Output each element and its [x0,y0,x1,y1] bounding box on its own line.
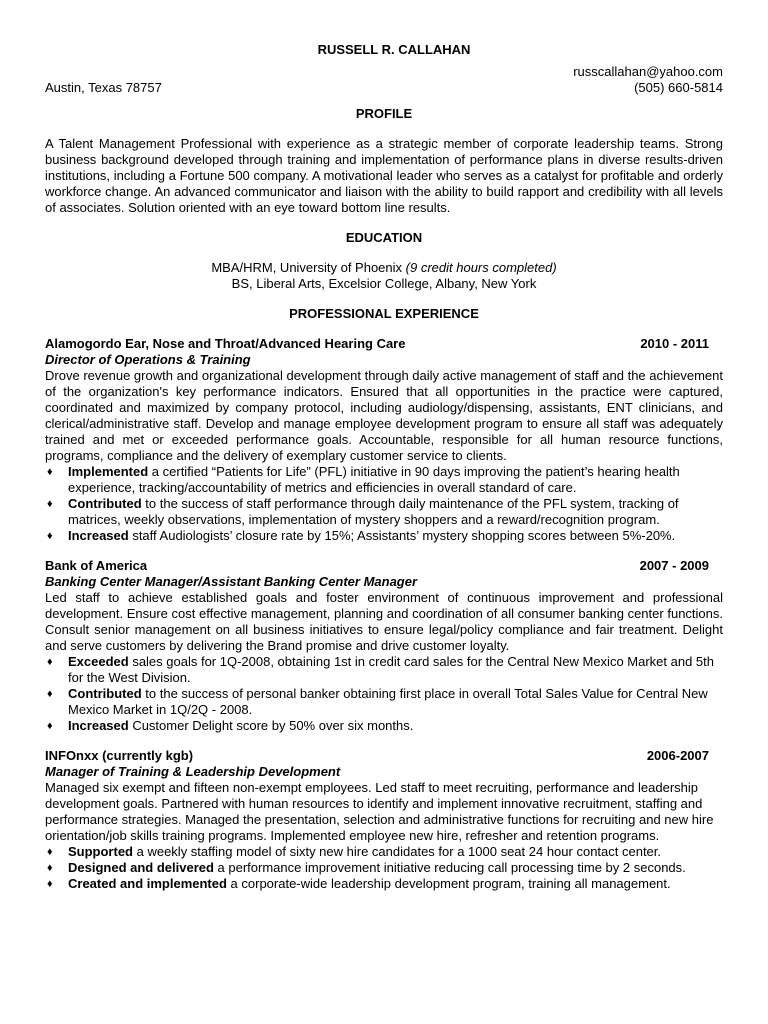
job-company: INFOnxx (currently kgb) [45,748,194,763]
diamond-bullet-icon: ♦ [47,466,53,478]
phone: (505) 660-5814 [634,80,723,95]
job-dates: 2007 - 2009 [639,558,709,573]
profile-text: A Talent Management Professional with experience as a strategic member of corporate leadership teams. Strong business background developed through training and implementation of performance plans in diverse results-driven institutions, including a Fortune 500 company. A motivational leader who serves as a catalyst for profitable and orderly workforce change. An advanced communicator and liaison with the ability to build rapport and credibility with all levels of associates. Solution oriented with an eye toward bottom line results. [45,136,723,215]
diamond-bullet-icon: ♦ [47,846,53,858]
bullet-item [45,464,723,496]
diamond-bullet-icon: ♦ [47,498,53,510]
job-title: Manager of Training & Leadership Development [45,764,341,779]
job-bullets [45,844,723,892]
bullet-text: a performance improvement initiative reducing call processing time by 2 seconds. [213,860,686,875]
bullet-lead: Increased [68,528,129,543]
bullet-lead: Exceeded [68,654,129,669]
bullet-item [45,496,723,528]
job-summary: Drove revenue growth and organizational development through daily active management of staff and the achievement of the organization's key performance indicators. Ensured that all opportunities in the practice were captured, coordinated and maximized by company protocol, including audiology/dispensing, assistants, ENT clinicians, and clerical/administrative staff. Develop and manage employee development program to ensure all staff was adequately trained and met or exceeded performance goals. Accountable, responsible for all human resource functions, programs, compliance and the delivery of exemplary customer service to clients. [45,368,723,463]
profile-heading: PROFILE [355,106,413,121]
bullet-text: sales goals for 1Q-2008, obtaining 1st in credit card sales for the Central New Mexico Market and 5th for the West Division. [68,654,714,685]
diamond-bullet-icon: ♦ [47,862,53,874]
bullet-text: a certified “Patients for Life” (PFL) initiative in 90 days improving the patient’s hearing health experience, tracking/accountability of metrics and efficiencies in overall standard of care. [68,464,680,495]
job-title: Banking Center Manager/Assistant Banking Center Manager [45,574,418,589]
bullet-item [45,654,723,686]
job-summary: Managed six exempt and fifteen non-exempt employees. Led staff to meet recruiting, performance and leadership development goals. Partnered with human resources to identify and implement innovative recruitment, staffing and performance strategies. Managed the presentation, selection and administrative functions for recruiting and new hire orientation/job skills training programs. Implemented employee new hire, refresher and retention programs. [45,780,714,843]
job-entry [45,558,723,734]
job-company: Alamogordo Ear, Nose and Throat/Advanced Hearing Care [45,336,406,351]
job-title: Director of Operations & Training [45,352,251,367]
job-company: Bank of America [45,558,148,573]
bullet-text: to the success of personal banker obtaining first place in overall Total Sales Value for Central New Mexico Market in 1Q/2Q - 2008. [68,686,708,717]
bullet-lead: Increased [68,718,129,733]
diamond-bullet-icon: ♦ [47,688,53,700]
degree-mba-note: (9 credit hours completed) [405,260,557,275]
job-entry [45,748,723,892]
diamond-bullet-icon: ♦ [47,720,53,732]
education-block [45,260,723,292]
job-bullets [45,464,723,544]
job-summary: Led staff to achieve established goals and foster environment of continuous improvement and professional development. Ensure cost effective management, planning and coordination of all consumer banking center functions. Consult senior management on all business initiatives to ensure legal/policy compliance and fair treatment. Delight and serve customers by delivering the Brand promise and drive customer loyalty. [45,590,723,653]
email: russcallahan@yahoo.com [573,64,723,79]
bullet-lead: Implemented [68,464,149,479]
bullet-lead: Designed and delivered [68,860,214,875]
job-dates: 2006-2007 [646,748,709,763]
contact-right [573,64,723,96]
bullet-item [45,718,723,734]
diamond-bullet-icon: ♦ [47,530,53,542]
bullet-lead: Contributed [68,686,142,701]
bullet-lead: Contributed [68,496,142,511]
location: Austin, Texas 78757 [45,80,162,95]
education-line-1 [45,260,723,276]
bullet-text: a weekly staffing model of sixty new hire candidates for a 1000 seat 24 hour contact center. [133,844,662,859]
job-header [45,336,723,352]
bullet-item [45,844,723,860]
bullet-text: a corporate-wide leadership development program, training all management. [226,876,671,891]
diamond-bullet-icon: ♦ [47,878,53,890]
degree-mba: MBA/HRM, University of Phoenix [211,260,406,275]
bullet-lead: Created and implemented [68,876,227,891]
experience-list [45,336,723,892]
education-line-2: BS, Liberal Arts, Excelsior College, Albany, New York [231,276,537,291]
contact-block [45,64,723,96]
bullet-item [45,686,723,718]
diamond-bullet-icon: ♦ [47,656,53,668]
bullet-text: Customer Delight score by 50% over six months. [128,718,414,733]
job-dates: 2010 - 2011 [640,336,709,351]
job-bullets [45,654,723,734]
education-heading: EDUCATION [345,230,423,245]
bullet-item [45,876,723,892]
bullet-text: to the success of staff performance through daily maintenance of the PFL system, tracking of matrices, weekly observations, implementation of mystery shoppers and a reward/recognition program. [68,496,679,527]
bullet-lead: Supported [68,844,133,859]
job-header [45,558,723,574]
bullet-item [45,528,723,544]
job-entry [45,336,723,544]
experience-heading: PROFESSIONAL EXPERIENCE [289,306,479,321]
candidate-name: RUSSELL R. CALLAHAN [317,42,471,57]
bullet-item [45,860,723,876]
bullet-text: staff Audiologists’ closure rate by 15%; Assistants’ mystery shopping scores between 5%-20%. [128,528,676,543]
job-header [45,748,723,764]
